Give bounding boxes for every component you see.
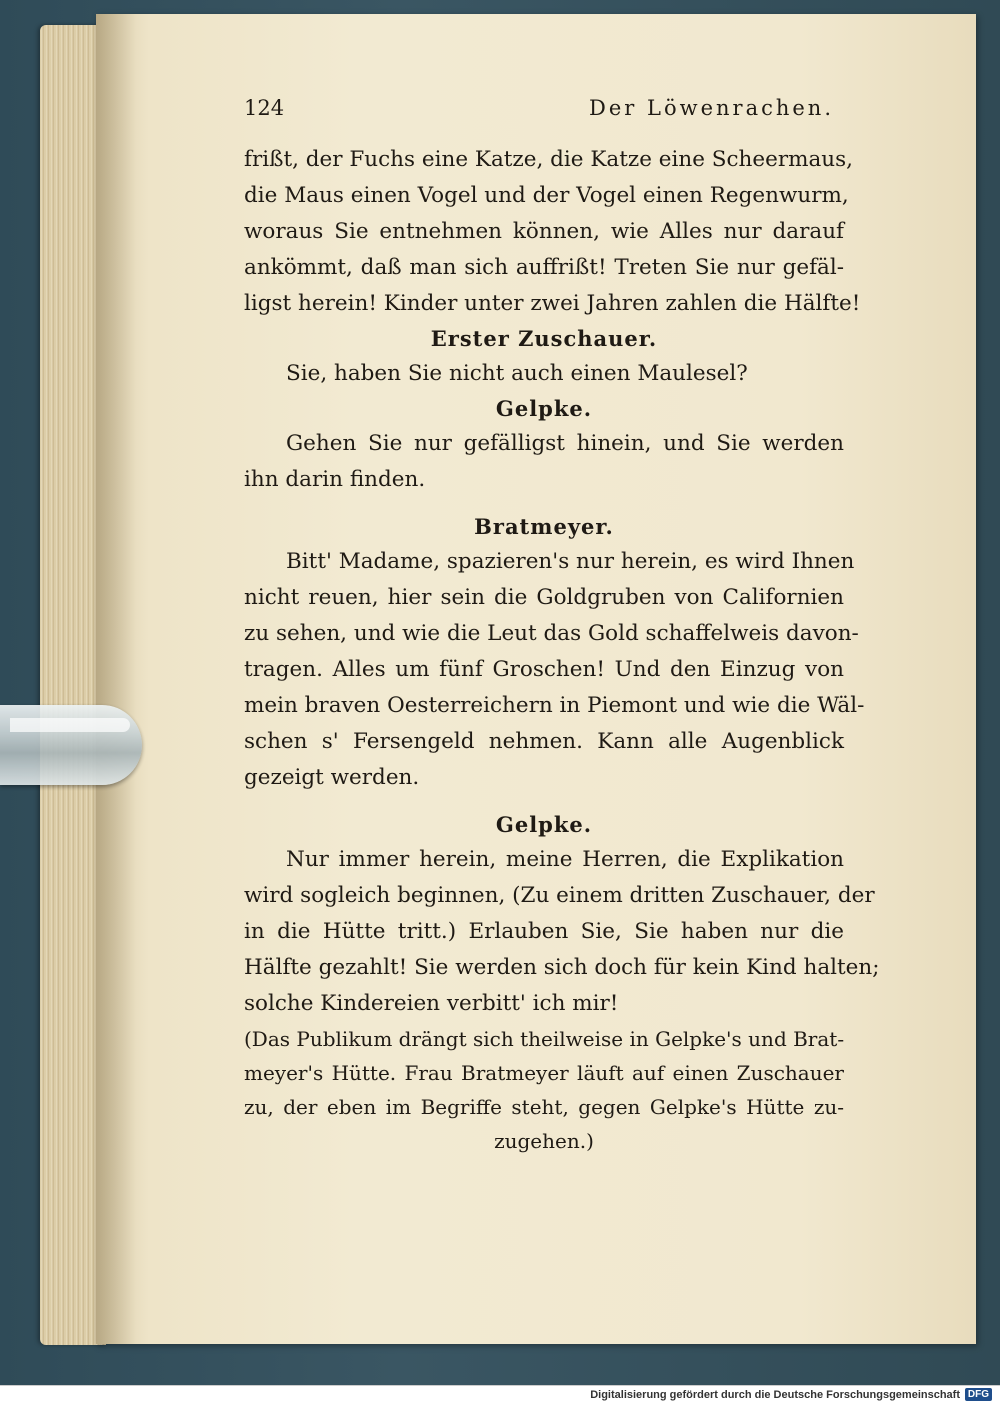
- spacer: [244, 796, 844, 808]
- speech-line: ihn darin finden.: [244, 467, 426, 492]
- stage-direction-line: zu, der eben im Begriffe steht, gegen Gelpke's Hütte zu-: [244, 1095, 844, 1119]
- speech-line: wird sogleich beginnen, (Zu einem dritten Zuschauer, der: [244, 883, 875, 908]
- dfg-logo: DFG: [965, 1388, 992, 1401]
- speech-line: Sie, haben Sie nicht auch einen Maulesel?: [286, 361, 748, 386]
- running-title: Der Löwenrachen.: [589, 96, 834, 120]
- page-header: [244, 96, 844, 142]
- stage-direction-line: meyer's Hütte. Frau Bratmeyer läuft auf einen Zuschauer: [244, 1061, 844, 1085]
- speech-line: tragen. Alles um fünf Groschen! Und den Einzug von: [244, 657, 844, 682]
- text-line: ankömmt, daß man sich auffrißt! Treten Sie nur gefäl-: [244, 255, 844, 280]
- page-number: 124: [244, 96, 285, 120]
- stage-direction-line: (Das Publikum drängt sich theilweise in Gelpke's und Brat-: [244, 1027, 845, 1051]
- page-text: [244, 96, 880, 1158]
- spacer: [244, 498, 844, 510]
- speech-line: in die Hütte tritt.) Erlauben Sie, Sie haben nur die: [244, 919, 844, 944]
- speaker-heading: Erster Zuschauer.: [430, 326, 658, 351]
- text-line: die Maus einen Vogel und der Vogel einen Regenwurm,: [244, 183, 849, 208]
- text-line: woraus Sie entnehmen können, wie Alles nur darauf: [244, 219, 844, 244]
- speaker-heading: Gelpke.: [495, 812, 593, 837]
- speech-line: zu sehen, und wie die Leut das Gold schaffelweis davon-: [244, 621, 859, 646]
- speech-line: nicht reuen, hier sein die Goldgruben von Californien: [244, 585, 844, 610]
- speech-line: mein braven Oesterreichern in Piemont und wie die Wäl-: [244, 693, 865, 718]
- text-line: ligst herein! Kinder unter zwei Jahren zahlen die Hälfte!: [244, 291, 861, 316]
- stage-direction-line: zugehen.): [494, 1129, 594, 1153]
- speech-line: gezeigt werden.: [244, 765, 420, 790]
- speech-line: Nur immer herein, meine Herren, die Explikation: [286, 847, 844, 872]
- book-clip-highlight: [10, 718, 130, 732]
- speaker-heading: Gelpke.: [495, 396, 593, 421]
- text-line: frißt, der Fuchs eine Katze, die Katze eine Scheermaus,: [244, 147, 854, 172]
- speech-line: Bitt' Madame, spazieren's nur herein, es wird Ihnen: [286, 549, 855, 574]
- speech-line: Gehen Sie nur gefälligst hinein, und Sie werden: [286, 431, 844, 456]
- speaker-heading: Bratmeyer.: [474, 514, 614, 539]
- speech-line: schen s' Fersengeld nehmen. Kann alle Augenblick: [244, 729, 844, 754]
- speech-line: Hälfte gezahlt! Sie werden sich doch für kein Kind halten;: [244, 955, 880, 980]
- footer-credit: Digitalisierung gefördert durch die Deutsche Forschungsgemeinschaft: [590, 1389, 960, 1401]
- speech-line: solche Kindereien verbitt' ich mir!: [244, 991, 619, 1016]
- book-clip: [0, 705, 142, 785]
- spine-shadow: [96, 14, 136, 1344]
